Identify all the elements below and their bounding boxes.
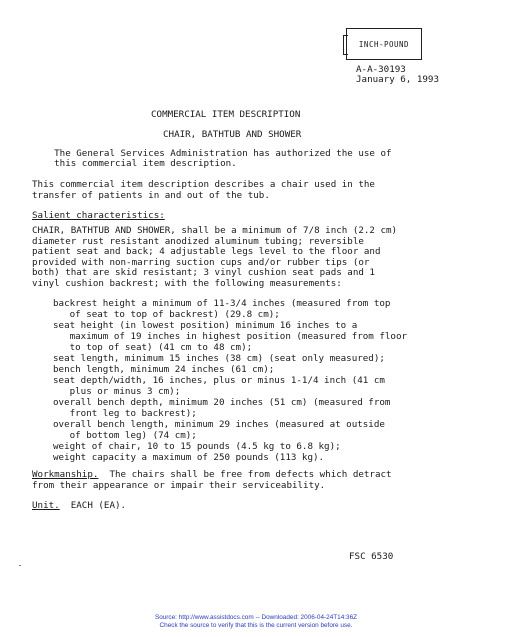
text-line: patient seat and back; 4 adjustable legs level to the floor and	[32, 246, 381, 257]
unit-label: Unit.	[32, 500, 60, 511]
text-line: transfer of patients in and out of the tub.	[32, 190, 270, 201]
text-line: vinyl cushion backrest; with the following measurements:	[32, 278, 342, 289]
title-line-2: CHAIR, BATHTUB AND SHOWER	[163, 129, 302, 140]
title-line-1: COMMERCIAL ITEM DESCRIPTION	[151, 109, 301, 120]
text-line: this commercial item description.	[32, 158, 237, 169]
workmanship-line-1	[32, 470, 392, 481]
footer-check: Check the source to verify that this is the current version before use.	[159, 622, 353, 629]
text-line: This commercial item description describes a chair used in the	[32, 179, 375, 190]
list-item: of seat to top of backrest) (29.8 cm);	[53, 309, 280, 320]
list-item: overall bench length, minimum 29 inches (measured at outside	[53, 419, 385, 430]
text-line: from their appearance or impair their serviceability.	[32, 480, 326, 491]
list-item: to top of seat) (41 cm to 48 cm);	[53, 342, 253, 353]
list-item: weight capacity a maximum of 250 pounds (113 kg).	[53, 452, 325, 463]
document-id: A-A-30193	[356, 64, 406, 75]
inch-pound-stamp: INCH-POUND	[346, 28, 422, 60]
footer-source: Source: http://www.assistdocs.com -- Downloaded: 2006-04-24T14:36Z	[154, 614, 358, 621]
scan-mark	[19, 565, 21, 566]
text-line: both) that are skid resistant; 3 vinyl cushion seat pads and 1	[32, 267, 375, 278]
workmanship-label: Workmanship.	[32, 469, 99, 480]
text-line: diameter rust resistant anodized aluminum tubing; reversible	[32, 236, 364, 247]
text-line: CHAIR, BATHTUB AND SHOWER, shall be a minimum of 7/8 inch (2.2 cm)	[32, 225, 398, 236]
list-item: overall bench depth, minimum 20 inches (51 cm) (measured from	[53, 397, 391, 408]
list-item: front leg to backrest);	[53, 408, 197, 419]
list-item: backrest height a minimum of 11-3/4 inches (measured from top	[53, 298, 391, 309]
text-line: provided with non-marring suction cups and/or rubber tips (or	[32, 257, 370, 268]
list-item: maximum of 19 inches in highest position (measured from floor	[53, 331, 408, 342]
workmanship-text: The chairs shall be free from defects which detract	[98, 469, 392, 480]
list-item: of bottom leg) (74 cm);	[53, 430, 197, 441]
fsc-code: FSC 6530	[349, 551, 394, 562]
text-line: The General Services Administration has authorized the use of	[32, 148, 392, 159]
list-item: seat length, minimum 15 inches (38 cm) (seat only measured);	[53, 353, 385, 364]
list-item: weight of chair, 10 to 15 pounds (4.5 kg to 6.8 kg);	[53, 441, 341, 452]
list-item: plus or minus 3 cm);	[53, 386, 181, 397]
document-date: January 6, 1993	[356, 74, 439, 85]
unit-line	[32, 501, 126, 512]
list-item: bench length, minimum 24 inches (61 cm);	[53, 364, 275, 375]
unit-text: EACH (EA).	[59, 500, 127, 511]
list-item: seat depth/width, 16 inches, plus or minus 1-1/4 inch (41 cm	[53, 375, 385, 386]
list-item: seat height (in lowest position) minimum 16 inches to a	[53, 320, 358, 331]
salient-heading: Salient characteristics:	[32, 210, 165, 221]
